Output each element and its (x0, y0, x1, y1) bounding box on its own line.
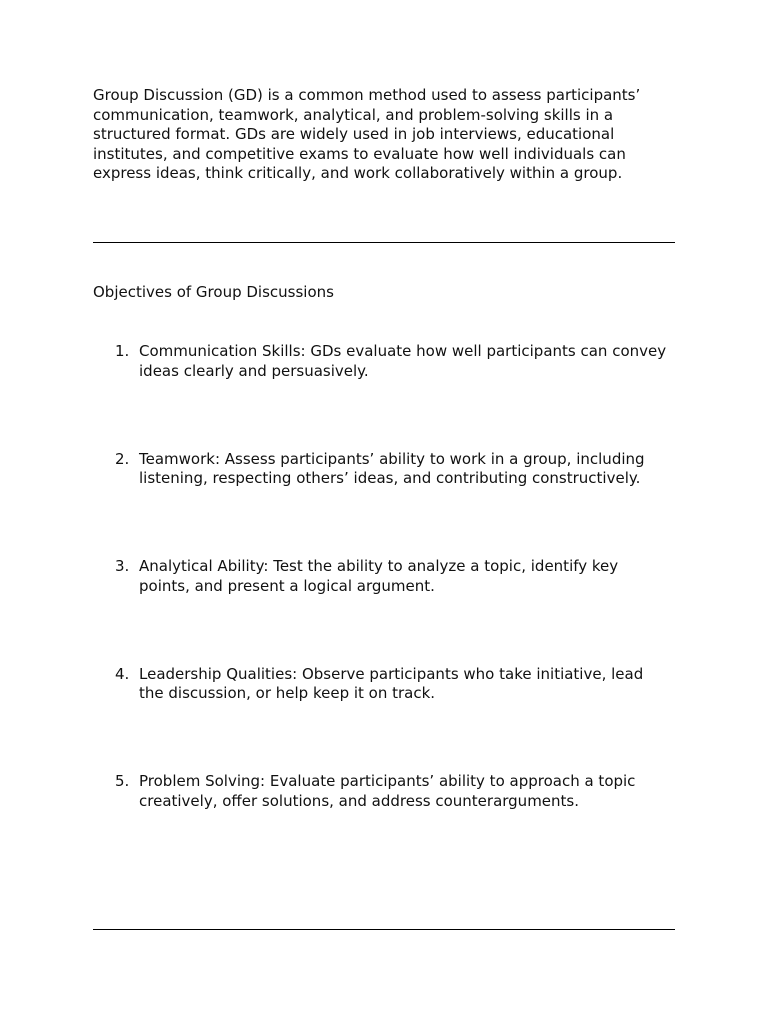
list-item (93, 557, 675, 596)
list-item-number: 3. (115, 557, 130, 575)
list-item-number: 5. (115, 772, 130, 790)
list-item-text: Problem Solving: Evaluate participants’ ability to approach a topic creatively, offer solutions, and address counterarguments. (139, 772, 636, 810)
top-divider (93, 242, 675, 243)
list-item-text: Analytical Ability: Test the ability to analyze a topic, identify key points, and present a logical argument. (139, 557, 619, 595)
bottom-divider (93, 929, 675, 930)
list-item (93, 665, 675, 704)
list-item (93, 450, 675, 489)
list-item-number: 2. (115, 449, 130, 468)
list-item (93, 772, 675, 811)
list-item-text: Teamwork: Assess participants’ ability to work in a group, including listening, respecting others’ ideas, and contributing constructively. (139, 449, 645, 487)
list-item-text: Leadership Qualities: Observe participants who take initiative, lead the discussion, or help keep it on track. (139, 664, 644, 702)
list-item (93, 342, 675, 381)
list-item-text: Communication Skills: GDs evaluate how well participants can convey ideas clearly and persuasively. (139, 342, 667, 380)
objectives-list (93, 342, 675, 880)
list-item-number: 4. (115, 664, 130, 683)
section-heading: Objectives of Group Discussions (93, 283, 334, 301)
intro-paragraph: Group Discussion (GD) is a common method used to assess participants’ communication, teamwork, analytical, and problem-solving skills in a structured format. GDs are widely used in job interviews, educational institutes, and competitive exams to evaluate how well individuals can express ideas, think critically, and work collaboratively within a group. (93, 86, 641, 182)
list-item-number: 1. (115, 342, 130, 360)
